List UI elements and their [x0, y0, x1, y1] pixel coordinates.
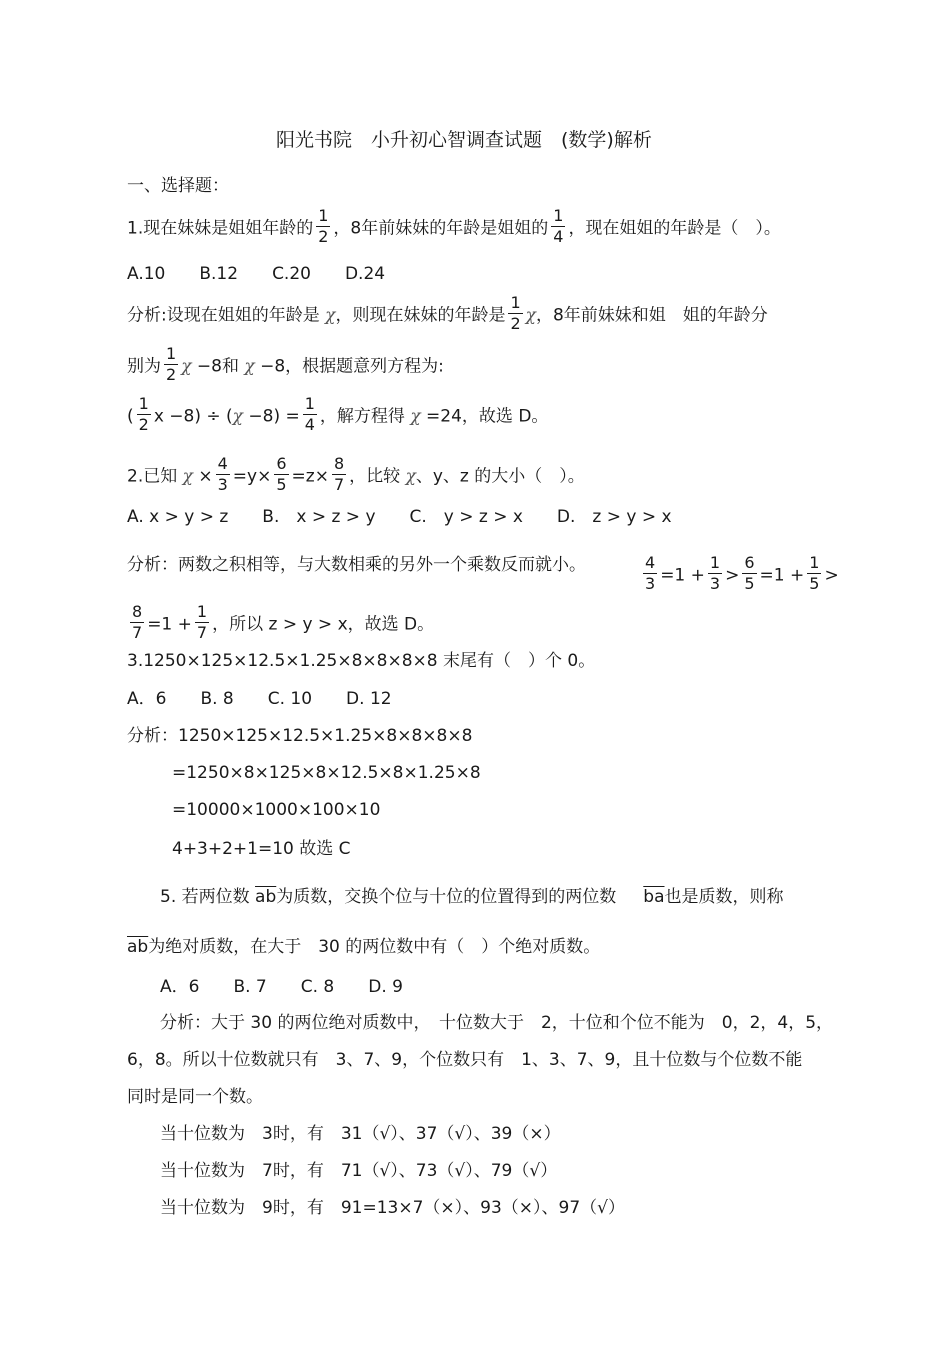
q2-an-frac-4 [807, 553, 821, 594]
q1-eq-c: −8) = [248, 406, 300, 427]
q1-frac-1-den: 2 [318, 227, 329, 246]
q1-eq-frac-1-num: 1 [138, 394, 149, 413]
q2-an-frac-2-den: 3 [709, 574, 721, 593]
q2-an-frac-4-num: 1 [809, 553, 820, 572]
q1-analysis-2c: −8，根据题意列方程为: [260, 356, 444, 377]
q3-stem: 3.1250×125×12.5×1.25×8×8×8×8 末尾有（ ）个 0。 [127, 651, 596, 671]
q2-analysis-1: 分析：两数之积相等，与大数相乘的另外一个乘数反而就小。 [127, 555, 586, 575]
q5-options: A．6 B. 7 C. 8 D. 9 [160, 977, 403, 997]
q5-ba: $\overline{ba}$ [643, 887, 665, 907]
q2-an-frac-3 [742, 553, 756, 594]
q2-times: × [198, 466, 213, 487]
q2-text-e: 、y、z 的大小（ ）。 [415, 466, 585, 487]
q1-frac-2-den: 4 [553, 227, 564, 246]
q2-an-frac-5-den: 7 [132, 623, 143, 642]
q2-frac-2-num: 6 [276, 454, 287, 473]
q2-analysis-2 [127, 604, 434, 645]
chi-symbol: χ [232, 406, 243, 427]
q5-analysis-6: 当十位数为 9时，有 91=13×7（×）、93（×）、97（√） [160, 1198, 625, 1218]
q2-frac-3-num: 8 [333, 454, 345, 473]
q1-analysis-1c: ，8年前妹妹和姐 姐的年龄分 [535, 305, 768, 326]
q1-text-b: ，8年前妹妹的年龄是姐姐的 [333, 218, 549, 239]
chi-symbol: χ [244, 356, 255, 377]
q1-text-c: ，现在姐姐的年龄是（ ）。 [568, 218, 781, 239]
q1-eq-frac-2-den: 4 [304, 415, 315, 434]
chi-symbol: χ [405, 466, 416, 487]
q5-analysis-5: 当十位数为 7时，有 71（√）、73（√）、79（√） [160, 1161, 558, 1181]
q3-options: A．6 B. 8 C. 10 D. 12 [127, 689, 392, 709]
q2-frac-2 [274, 454, 288, 495]
q1-analysis-frac-2-den: 2 [166, 365, 177, 384]
q1-frac-1-num: 1 [318, 206, 329, 225]
q5-stem-2 [127, 937, 600, 957]
q1-analysis-2 [127, 346, 444, 387]
q1-eq-a: ( [127, 406, 134, 427]
q2-frac-1-num: 4 [217, 454, 228, 473]
q1-analysis-1 [127, 295, 768, 336]
q1-frac-1 [316, 206, 330, 247]
q2-an-eq-1: =1 + [660, 565, 705, 586]
q1-analysis-1b: ，则现在妹妹的年龄是 [335, 305, 506, 326]
q2-an-frac-1-den: 3 [645, 574, 656, 593]
q2-text-b: =y× [232, 466, 272, 487]
q2-analysis-ineq [640, 555, 839, 596]
q1-analysis-1a: 分析:设现在姐姐的年龄是 [127, 305, 320, 326]
q3-analysis-1: 分析：1250×125×12.5×1.25×8×8×8×8 [127, 726, 473, 746]
q5-analysis-4: 当十位数为 3时，有 31（√）、37（√）、39（×） [160, 1124, 561, 1144]
q3-analysis-4: 4+3+2+1=10 故选 C [172, 839, 351, 859]
q2-an-frac-2 [708, 553, 722, 594]
chi-symbol: χ [525, 305, 536, 326]
q1-analysis-2b: −8和 [196, 356, 239, 377]
section-heading: 一、选择题： [127, 176, 229, 196]
q2-frac-2-den: 5 [276, 475, 287, 494]
q1-analysis-frac-2-num: 1 [166, 344, 177, 363]
q2-text-a: 2.已知 [127, 466, 178, 487]
q1-analysis-frac [508, 293, 522, 334]
q1-analysis-2a: 别为 [127, 356, 161, 377]
q1-frac-2-num: 1 [553, 206, 564, 225]
q2-an-frac-6 [195, 602, 209, 643]
chi-symbol: χ [410, 406, 421, 427]
q2-frac-3-den: 7 [333, 475, 345, 494]
q1-stem [127, 208, 781, 249]
q2-options: A. x > y > z B. x > z > y C. y > z > x D. z > y > x [127, 507, 672, 527]
q2-an-conclusion: ，所以 z > y > x，故选 D。 [212, 614, 435, 635]
q1-analysis-frac-2 [164, 344, 178, 385]
q2-an-frac-1-num: 4 [645, 553, 656, 572]
q1-eq-d: ，解方程得 [319, 406, 405, 427]
q1-options: A.10 B.12 C.20 D.24 [127, 264, 386, 284]
q2-stem [127, 456, 585, 497]
q5-ab: $\overline{ab}$ [127, 937, 149, 957]
q2-an-gt-2: > [824, 565, 839, 586]
q2-text-d: ，比较 [349, 466, 401, 487]
q1-equation [127, 396, 548, 437]
q1-eq-frac-2 [303, 394, 317, 435]
q2-an-frac-6-num: 1 [196, 602, 208, 621]
q1-eq-frac-1-den: 2 [138, 415, 149, 434]
q2-an-frac-5 [130, 602, 144, 643]
chi-symbol: χ [325, 305, 336, 326]
q1-eq-e: =24，故选 D。 [426, 406, 549, 427]
q3-analysis-2: =1250×8×125×8×12.5×8×1.25×8 [172, 763, 481, 783]
q1-frac-2 [551, 206, 565, 247]
chi-symbol: χ [181, 356, 192, 377]
q2-an-frac-2-num: 1 [709, 553, 721, 572]
page-title: 阳光书院 小升初心智调查试题 (数学)解析 [276, 129, 652, 151]
q5-ab: $\overline{ab}$ [255, 887, 277, 907]
q5-analysis-2: 6，8。所以十位数就只有 3、7、9，个位数只有 1、3、7、9，且十位数与个位数不能 [127, 1050, 803, 1070]
q5-text-b: 为质数，交换个位与十位的位置得到的两位数 [276, 887, 617, 907]
q1-eq-frac-1 [137, 394, 151, 435]
q5-text-d: 为绝对质数，在大于 30 的两位数中有（ ）个绝对质数。 [148, 937, 601, 957]
q2-an-frac-1 [643, 553, 657, 594]
q2-frac-3 [332, 454, 346, 495]
q5-stem-1 [160, 887, 784, 907]
q2-an-eq-2: =1 + [759, 565, 805, 586]
q2-an-frac-3-den: 5 [744, 574, 755, 593]
q1-analysis-frac-den: 2 [510, 314, 521, 333]
q2-an-frac-4-den: 5 [809, 574, 820, 593]
q1-analysis-frac-num: 1 [510, 293, 521, 312]
q2-an-frac-5-num: 8 [132, 602, 143, 621]
q2-an-eq-3: =1 + [147, 614, 192, 635]
q5-text-c: 也是质数，则称 [664, 887, 784, 907]
q2-an-frac-3-num: 6 [744, 553, 755, 572]
q5-analysis-1: 分析：大于 30 的两位绝对质数中， 十位数大于 2，十位和个位不能为 0，2，4，5， [160, 1013, 834, 1033]
q2-an-frac-6-den: 7 [196, 623, 208, 642]
q2-frac-1 [216, 454, 230, 495]
q3-analysis-3: =10000×1000×100×10 [172, 800, 381, 820]
q2-an-gt-1: > [725, 565, 740, 586]
q2-text-c: =z× [291, 466, 329, 487]
chi-symbol: χ [182, 466, 193, 487]
q2-frac-1-den: 3 [217, 475, 228, 494]
q1-eq-frac-2-num: 1 [304, 394, 315, 413]
q1-text-a: 1.现在妹妹是姐姐年龄的 [127, 218, 314, 239]
q5-text-a: 5. 若两位数 [160, 887, 250, 907]
q5-analysis-3: 同时是同一个数。 [127, 1087, 263, 1107]
q1-eq-b: x −8) ÷ ( [153, 406, 233, 427]
